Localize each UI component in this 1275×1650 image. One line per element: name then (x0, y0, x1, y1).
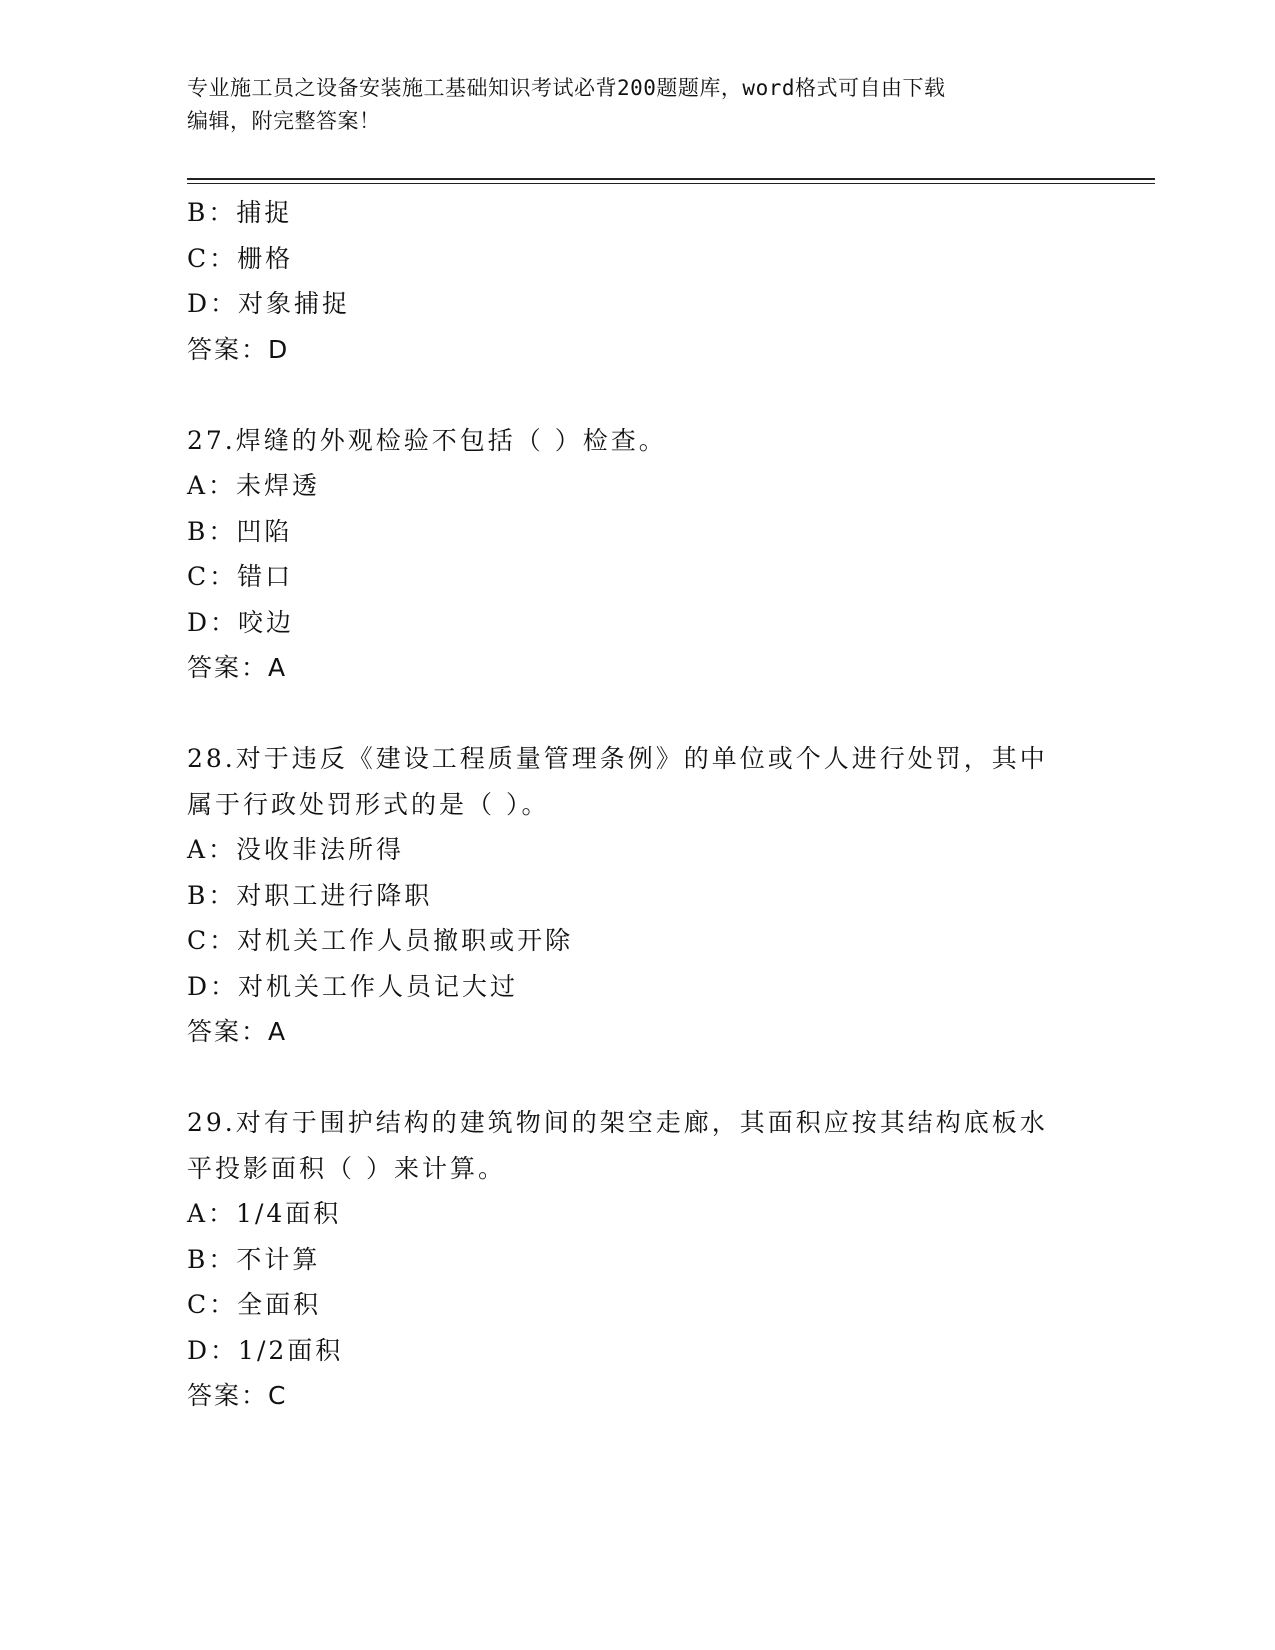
question-26-tail (187, 190, 1087, 372)
header-divider-thick (187, 178, 1155, 180)
document-header (187, 72, 1067, 138)
option-a: A：未焊透 (187, 471, 321, 500)
question-stem-line-2: 属于行政处罚形式的是（ ）。 (187, 789, 550, 819)
option-a: A：没收非法所得 (187, 835, 405, 864)
option-d: D：咬边 (187, 607, 295, 637)
option-d: D：对象捕捉 (187, 289, 351, 318)
question-27 (187, 418, 1087, 691)
option-c: C：对机关工作人员撤职或开除 (187, 926, 574, 955)
question-stem-line-2: 平投影面积（ ）来计算。 (187, 1153, 506, 1183)
answer: 答案：A (187, 653, 288, 682)
answer: 答案：A (187, 1017, 288, 1046)
option-b: B：捕捉 (187, 198, 293, 227)
question-stem-line-1: 28.对于违反《建设工程质量管理条例》的单位或个人进行处罚，其中 (187, 744, 1048, 773)
spacer (187, 691, 1087, 737)
header-divider-thin (187, 183, 1155, 184)
spacer (187, 372, 1087, 418)
answer: 答案：D (187, 334, 290, 364)
question-stem: 27.焊缝的外观检验不包括（ ）检查。 (187, 425, 667, 455)
question-stem-line-1: 29.对有于围护结构的建筑物间的架空走廊，其面积应按其结构底板水 (187, 1108, 1048, 1137)
option-d: D：对机关工作人员记大过 (187, 971, 519, 1001)
header-line-1: 专业施工员之设备安装施工基础知识考试必背200题题库，word格式可自由下载 (187, 76, 946, 100)
option-c: C：栅格 (187, 243, 294, 273)
option-c: C：错口 (187, 562, 294, 591)
option-d: D：1/2面积 (187, 1335, 344, 1365)
option-c: C：全面积 (187, 1290, 322, 1319)
question-28 (187, 736, 1087, 1055)
question-list (187, 190, 1087, 1419)
answer: 答案：C (187, 1381, 288, 1410)
header-line-2: 编辑，附完整答案！ (187, 109, 381, 133)
option-b: B：对职工进行降职 (187, 880, 433, 910)
option-a: A：1/4面积 (187, 1199, 342, 1228)
option-b: B：不计算 (187, 1244, 321, 1274)
question-29 (187, 1100, 1087, 1419)
spacer (187, 1055, 1087, 1101)
option-b: B：凹陷 (187, 516, 293, 546)
